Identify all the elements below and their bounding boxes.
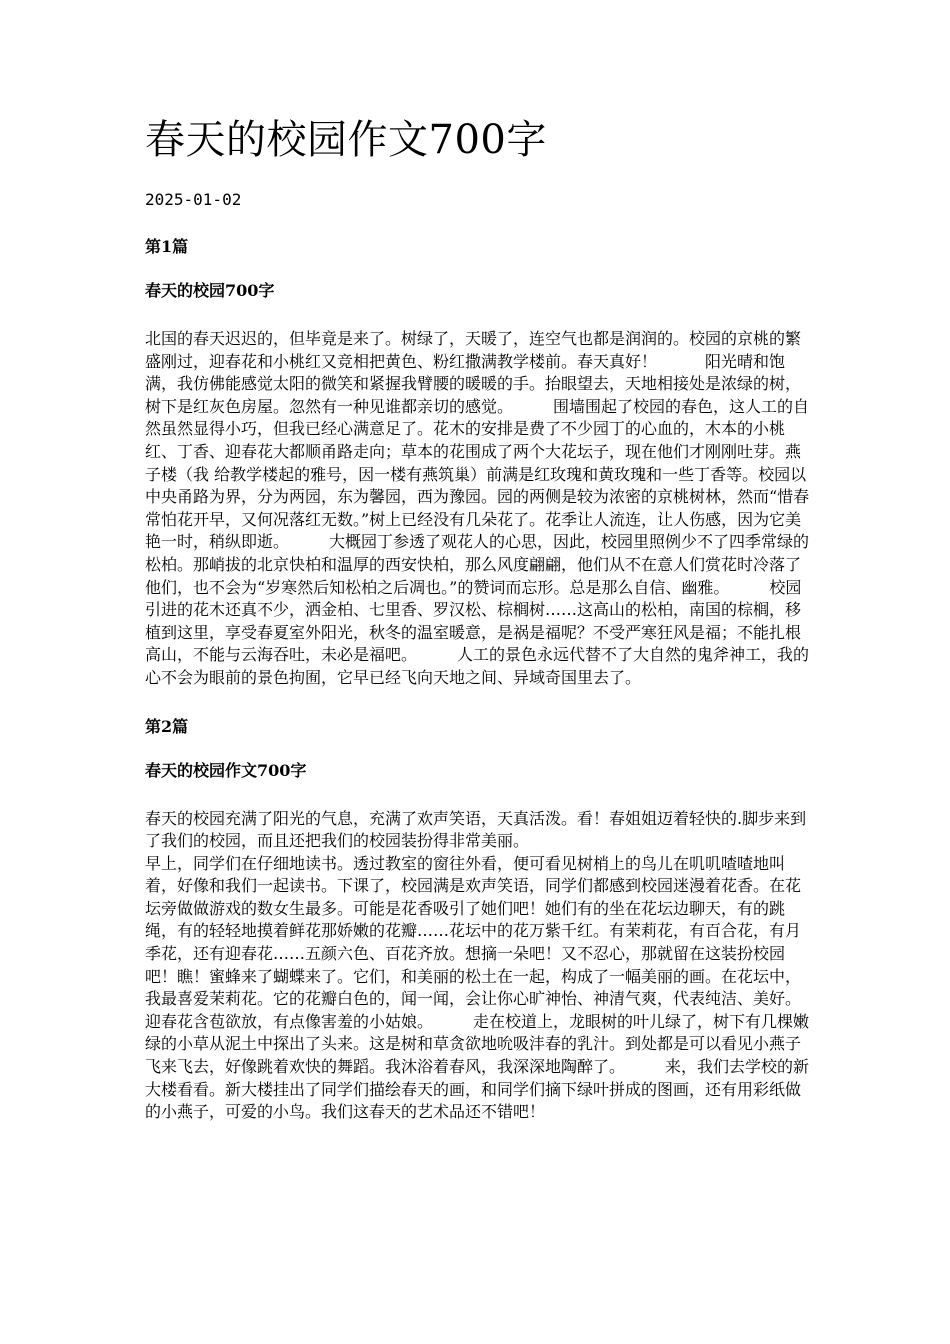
article-1-label: 第1篇 bbox=[145, 237, 189, 256]
document-title: 春天的校园作文700字 bbox=[145, 117, 547, 163]
article-2-body: 春天的校园充满了阳光的气息，充满了欢声笑语，天真活泼。看！春姐姐迈着轻快的.脚步来到了我们的校园，而且还把我们的校园装扮得非常美丽。 早上，同学们在仔细地读书。透过教室的窗往外看，便可看见树梢上的鸟儿在叽叽喳喳地叫着，好像和我们一起读书。下课了，校园满是欢声笑语，同学们都感到校园迷漫着花香。在花坛旁做做游戏的数女生最多。可能是花香吸引了她们吧！她们有的坐在花坛边聊天，有的跳绳，有的轻轻地摸着鲜花那娇嫩的花瓣……花坛中的花万紫千红。有茉莉花，有百合花，有月季花，还有迎春花……五颜六色、百花齐放。想摘一朵吧！又不忍心，那就留在这装扮校园吧！瞧！蜜蜂来了蝴蝶来了。它们，和美丽的松土在一起，构成了一幅美丽的画。在花坛中，我最喜爱茉莉花。它的花瓣白色的，闻一闻，会让你心旷神怡、神清气爽，代表纯洁、美好。迎春花含苞欲放，有点像害羞的小姑娘。 走在校道上，龙眼树的叶儿绿了，树下有几棵嫩绿的小草从泥土中探出了头来。这是树和草贪欲地吮吸沣春的乳汁。到处都是可以看见小燕子飞来飞去，好像跳着欢快的舞蹈。我沐浴着春风，我深深地陶醉了。 来，我们去学校的新大楼看看。新大楼挂出了同学们描绘春天的画，和同学们摘下绿叶拼成的图画，还有用彩纸做的小燕子，可爱的小鸟。我们这春天的艺术品还不错吧！ bbox=[145, 808, 810, 1122]
publish-date: 2025-01-02 bbox=[145, 190, 242, 209]
article-2-label: 第2篇 bbox=[145, 716, 189, 736]
article-2-heading: 春天的校园作文700字 bbox=[145, 760, 307, 780]
article-1-heading: 春天的校园700字 bbox=[145, 281, 275, 300]
article-1-body: 北国的春天迟迟的，但毕竟是来了。树绿了，天暖了，连空气也都是润润的。校园的京桃的繁盛刚过，迎春花和小桃红又竞相把黄色、粉红撒满教学楼前。春天真好！ 阳光晴和饱满，我仿佛能感觉太阳的微笑和紧握我臂腰的暖暖的手。抬眼望去，天地相接处是浓绿的树，树下是红灰色房屋。忽然有一种见谁都亲切的感觉。 围墙围起了校园的春色，这人工的自然虽然显得小巧，但我已经心满意足了。花木的安排是费了不少园丁的心血的，木本的小桃红、丁香、迎春花大都顺甬路走向；草本的花围成了两个大花坛子，现在他们才刚刚吐芽。燕子楼（我 给教学楼起的雅号，因一楼有燕筑巢）前满是红玫瑰和黄玫瑰和一些丁香等。校园以中央甬路为界，分为两园，东为馨园，西为豫园。园的两侧是较为浓密的京桃树林，然而“惜春常怕花开早，又何况落红无数。”树上已经没有几朵花了。花季让人流连，让人伤感，因为它美艳一时，稍纵即逝。 大概园丁参透了观花人的心思，因此，校园里照例少不了四季常绿的松柏。那峭拔的北京快柏和温厚的西安快柏，那么风度翩翩，他们从不在意人们赏花时冷落了他们，也不会为“岁寒然后知松柏之后凋也。”的赞词而忘形。总是那么自信、幽雅。 校园引进的花木还真不少，洒金柏、七里香、罗汉松、棕榈树……这高山的松柏，南国的棕榈，移植到这里，享受春夏室外阳光，秋冬的温室暖意，是祸是福呢？不受严寒狂风是福；不能扎根高山，不能与云海吞吐，未必是福吧。 人工的景色永远代替不了大自然的鬼斧神工，我的心不会为眼前的景色拘囿，它早已经飞向天地之间、异域奇国里去了。 bbox=[145, 329, 810, 687]
document-page bbox=[145, 112, 810, 1124]
